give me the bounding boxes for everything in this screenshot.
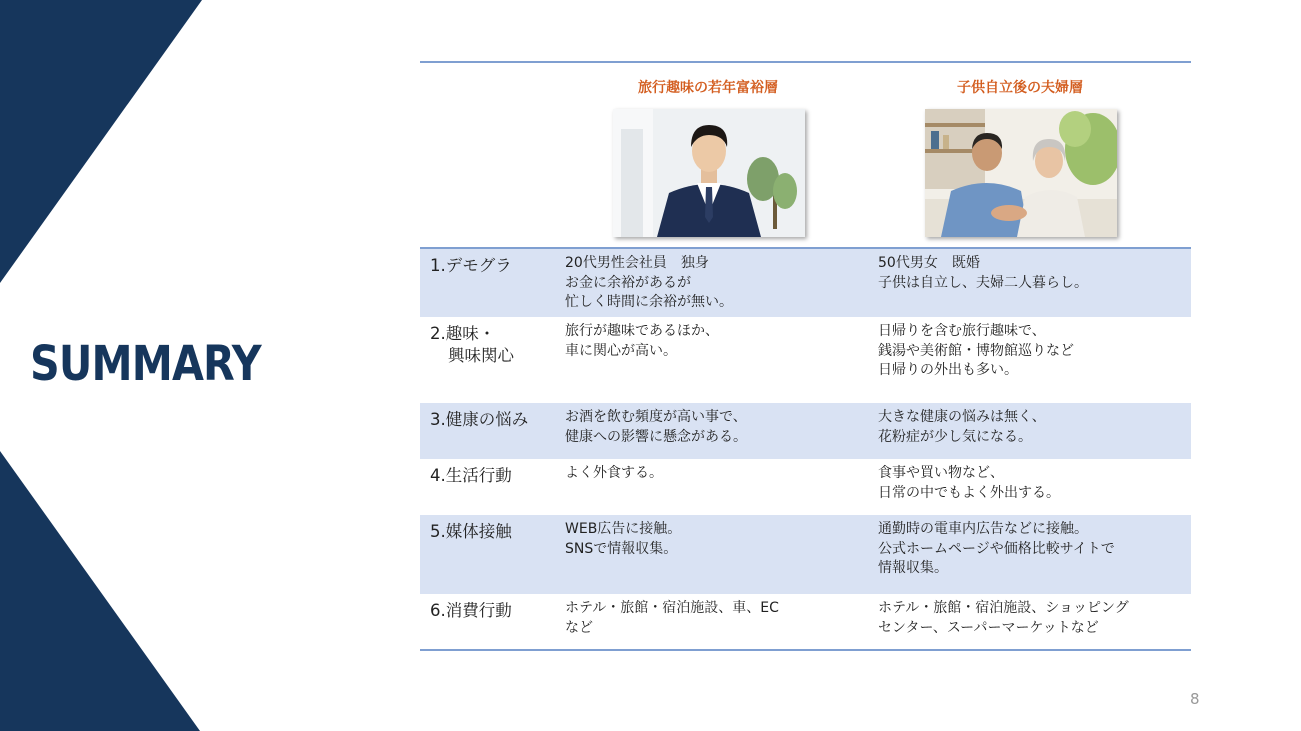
decorative-triangle-bottom bbox=[0, 451, 200, 731]
column-heading-young-affluent: 旅行趣味の若年富裕層 bbox=[638, 80, 778, 96]
row-cell-couple: 大きな健康の悩みは無く、 花粉症が少し気になる。 bbox=[878, 409, 1046, 445]
row-cell-couple: 50代男女 既婚 子供は自立し、夫婦二人暮らし。 bbox=[878, 255, 1088, 291]
table-row bbox=[420, 317, 1191, 403]
summary-table bbox=[420, 61, 1191, 651]
row-label-line1: 2.趣味・ bbox=[430, 324, 496, 343]
page-number: 8 bbox=[1190, 690, 1200, 708]
table-row bbox=[420, 249, 1191, 317]
row-cell-couple: 通勤時の電車内広告などに接触。 公式ホームページや価格比較サイトで 情報収集。 bbox=[878, 521, 1115, 576]
row-cell-young-affluent: よく外食する。 bbox=[565, 465, 663, 481]
businessman-photo bbox=[613, 109, 805, 237]
table-header-row bbox=[420, 63, 1191, 247]
senior-couple-photo bbox=[925, 109, 1117, 237]
row-cell-young-affluent: WEB広告に接触。 SNSで情報収集。 bbox=[565, 521, 682, 557]
row-label bbox=[430, 323, 514, 367]
row-label: 1.デモグラ bbox=[430, 256, 512, 275]
row-label-line2: 興味関心 bbox=[448, 346, 514, 365]
row-label: 3.健康の悩み bbox=[430, 410, 529, 429]
table-row bbox=[420, 515, 1191, 594]
row-cell-couple: 日帰りを含む旅行趣味で、 銭湯や美術館・博物館巡りなど 日帰りの外出も多い。 bbox=[878, 323, 1074, 378]
table-bottom-rule bbox=[420, 649, 1191, 651]
table-row bbox=[420, 594, 1191, 649]
row-cell-couple: ホテル・旅館・宿泊施設、ショッピング センター、スーパーマーケットなど bbox=[878, 600, 1129, 636]
row-cell-young-affluent: ホテル・旅館・宿泊施設、車、EC など bbox=[565, 600, 779, 636]
decorative-triangle-top bbox=[0, 0, 202, 283]
row-label: 5.媒体接触 bbox=[430, 522, 512, 541]
slide-title: SUMMARY bbox=[30, 336, 261, 392]
row-label: 6.消費行動 bbox=[430, 601, 512, 620]
column-heading-couple: 子供自立後の夫婦層 bbox=[957, 80, 1083, 96]
table-row bbox=[420, 459, 1191, 515]
row-cell-young-affluent: 旅行が趣味であるほか、 車に関心が高い。 bbox=[565, 323, 719, 359]
row-cell-couple: 食事や買い物など、 日常の中でもよく外出する。 bbox=[878, 465, 1060, 501]
table-row bbox=[420, 403, 1191, 459]
row-cell-young-affluent: 20代男性会社員 独身 お金に余裕があるが 忙しく時間に余裕が無い。 bbox=[565, 255, 733, 310]
row-label: 4.生活行動 bbox=[430, 466, 512, 485]
row-cell-young-affluent: お酒を飲む頻度が高い事で、 健康への影響に懸念がある。 bbox=[565, 409, 747, 445]
